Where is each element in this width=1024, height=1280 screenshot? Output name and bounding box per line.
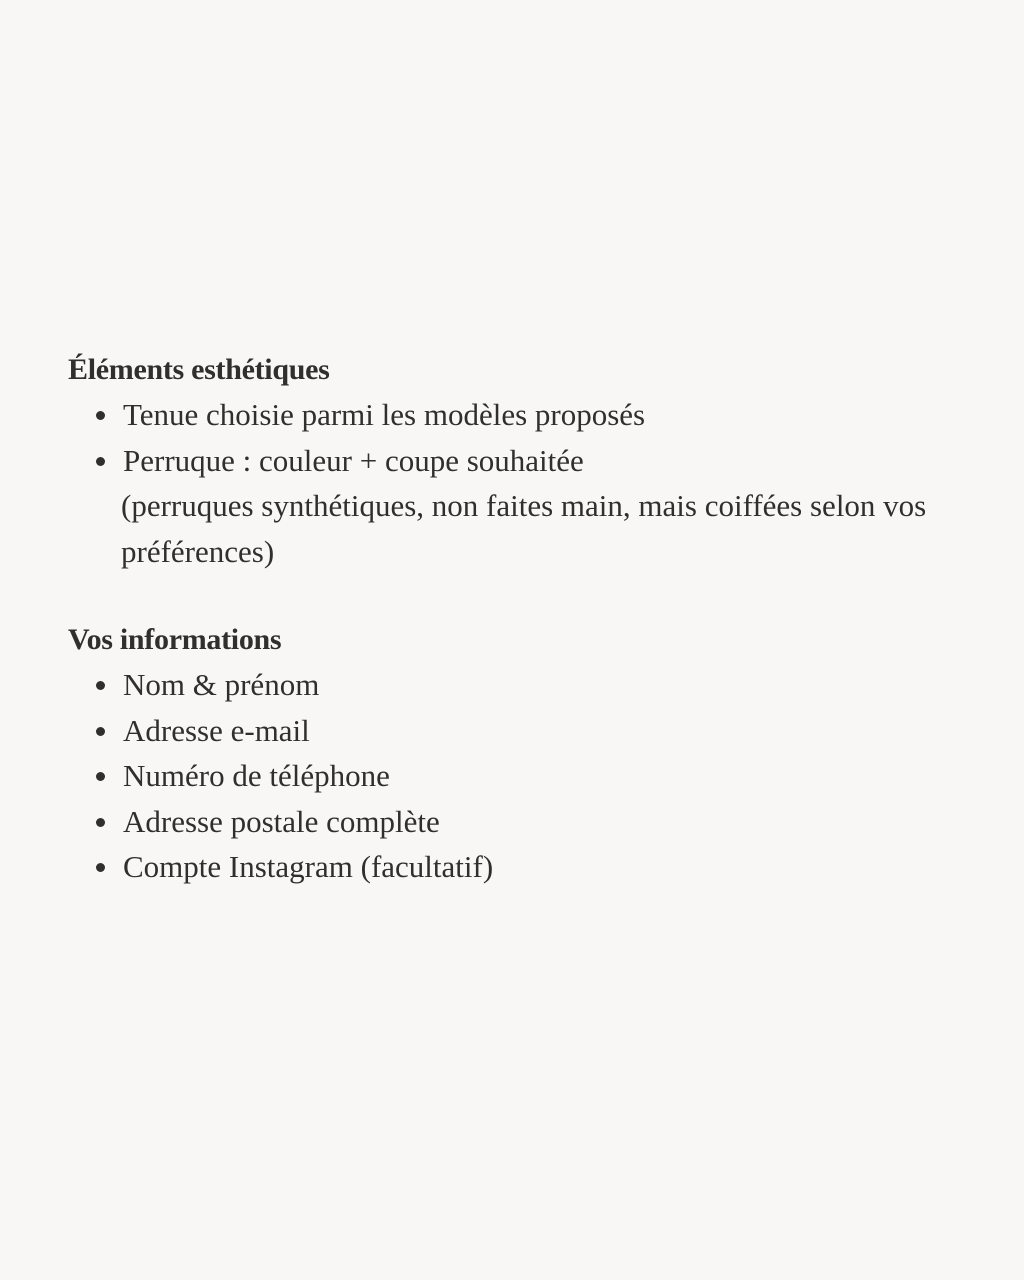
bullet-list [68,392,968,574]
list-item [123,799,968,845]
list-item [123,708,968,754]
list-item-text: Nom & prénom [123,667,320,702]
list-item-text: Compte Instagram (facultatif) [123,849,494,884]
section-title: Éléments esthétiques [68,353,330,386]
bullet-icon [96,727,105,736]
list-item-text: Adresse postale complète [123,803,440,839]
bullet-icon [96,457,105,466]
bullet-icon [96,818,105,827]
bullet-icon [96,681,105,690]
section-aesthetic-elements [68,348,968,574]
list-item-note: (perruques synthétiques, non faites main, mais coiffées selon vos préférences) [121,488,927,569]
list-item [123,844,968,890]
list-item-text: Tenue choisie parmi les modèles proposés [123,397,646,432]
bullet-icon [96,411,105,420]
list-item [123,438,968,575]
list-item [123,753,968,799]
bullet-list [68,662,968,890]
section-spacer [68,574,968,618]
document-content [68,348,968,890]
list-item [123,392,968,438]
section-your-information [68,618,968,890]
bullet-icon [96,863,105,872]
section-title: Vos informations [68,623,282,656]
list-item-text: Adresse e-mail [123,712,310,748]
list-item [123,662,968,708]
bullet-icon [96,772,105,781]
list-item-text: Numéro de téléphone [123,758,390,793]
list-item-text: Perruque : couleur + coupe souhaitée [123,442,584,478]
